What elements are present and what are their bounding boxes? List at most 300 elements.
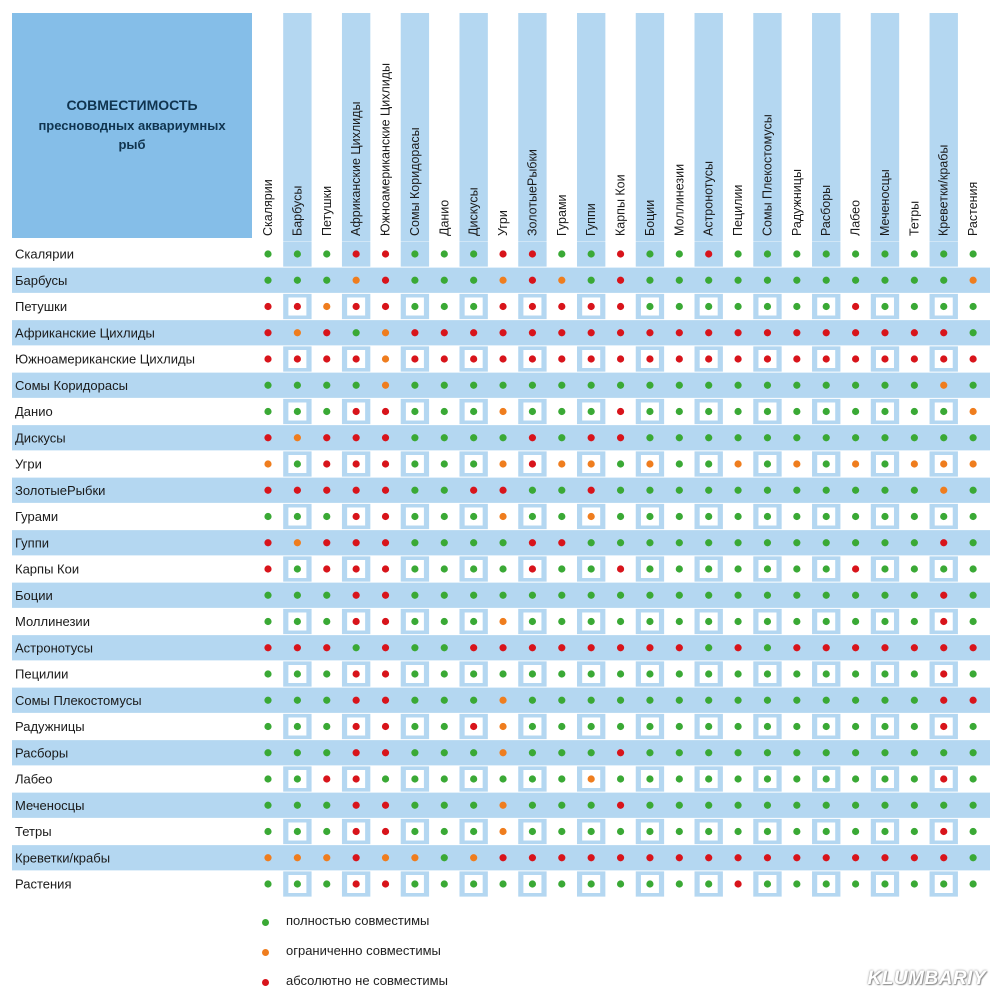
compat-dot [970, 513, 977, 520]
compat-dot [646, 329, 653, 336]
compat-dot [411, 513, 418, 520]
compat-dot [323, 644, 330, 651]
compat-dot [294, 408, 301, 415]
compat-dot [734, 880, 741, 887]
compat-dot [353, 749, 360, 756]
compat-dot [499, 880, 506, 887]
compat-dot [646, 250, 653, 257]
compat-dot [294, 250, 301, 257]
compat-dot [793, 329, 800, 336]
compat-dot [294, 775, 301, 782]
compat-dot [940, 592, 947, 599]
compat-dot [617, 408, 624, 415]
compat-dot [323, 592, 330, 599]
compat-dot [617, 618, 624, 625]
compat-dot [764, 749, 771, 756]
compat-dot [852, 382, 859, 389]
compat-dot [881, 408, 888, 415]
compat-dot [558, 670, 565, 677]
compat-dot [911, 303, 918, 310]
compat-dot [323, 434, 330, 441]
compat-dot [294, 565, 301, 572]
compat-dot [382, 460, 389, 467]
compat-dot [529, 775, 536, 782]
compat-dot [852, 802, 859, 809]
compat-dot [353, 618, 360, 625]
compat-dot [617, 697, 624, 704]
compat-dot [353, 880, 360, 887]
compat-dot [382, 880, 389, 887]
compat-dot [470, 565, 477, 572]
compat-dot [940, 539, 947, 546]
compat-dot [411, 749, 418, 756]
compat-dot [499, 277, 506, 284]
compat-dot [705, 303, 712, 310]
row-label: Угри [15, 456, 42, 472]
compat-dot [764, 880, 771, 887]
compat-dot [529, 487, 536, 494]
compat-dot [911, 513, 918, 520]
compat-dot [617, 565, 624, 572]
compat-dot [823, 592, 830, 599]
compat-dot [323, 670, 330, 677]
compat-dot [881, 670, 888, 677]
compat-dot [529, 644, 536, 651]
compat-dot [323, 460, 330, 467]
compat-dot [705, 775, 712, 782]
compat-dot [852, 487, 859, 494]
compat-dot [470, 775, 477, 782]
compat-dot [676, 408, 683, 415]
compat-dot [588, 460, 595, 467]
row-label: Меченосцы [15, 797, 85, 813]
compat-dot [676, 618, 683, 625]
compat-dot [911, 618, 918, 625]
compat-dot [676, 250, 683, 257]
compat-dot [499, 250, 506, 257]
compat-dot [558, 303, 565, 310]
compat-dot [793, 592, 800, 599]
compat-dot [323, 539, 330, 546]
compat-dot [529, 723, 536, 730]
compat-dot [676, 697, 683, 704]
column-label: Барбусы [290, 185, 305, 236]
compat-dot [441, 250, 448, 257]
compat-dot [529, 250, 536, 257]
compat-dot [323, 697, 330, 704]
compat-dot [646, 749, 653, 756]
compat-dot [911, 329, 918, 336]
compat-dot [353, 670, 360, 677]
compat-dot [793, 880, 800, 887]
compat-dot [940, 277, 947, 284]
compat-dot [323, 828, 330, 835]
compat-dot [617, 828, 624, 835]
compat-dot [499, 644, 506, 651]
compat-dot [588, 749, 595, 756]
compat-dot [852, 277, 859, 284]
compat-dot [881, 723, 888, 730]
compat-dot [676, 854, 683, 861]
compat-dot [911, 592, 918, 599]
compat-dot [558, 565, 565, 572]
compat-dot [264, 355, 271, 362]
compat-dot [734, 854, 741, 861]
compat-dot [264, 775, 271, 782]
compat-dot [411, 539, 418, 546]
compat-dot [264, 277, 271, 284]
compat-dot [617, 487, 624, 494]
compat-dot [323, 802, 330, 809]
compat-dot [441, 802, 448, 809]
compat-dot [881, 644, 888, 651]
compat-dot [764, 303, 771, 310]
compat-dot [470, 592, 477, 599]
compat-dot [881, 775, 888, 782]
compat-dot [911, 539, 918, 546]
compat-dot [823, 329, 830, 336]
compat-dot [382, 277, 389, 284]
compat-dot [705, 250, 712, 257]
compat-dot [264, 460, 271, 467]
compat-dot [558, 513, 565, 520]
compat-dot [323, 723, 330, 730]
compat-dot [558, 854, 565, 861]
compat-dot [852, 749, 859, 756]
compat-dot [764, 539, 771, 546]
compat-dot [558, 434, 565, 441]
compat-dot [646, 277, 653, 284]
compat-dot [470, 644, 477, 651]
compat-dot [734, 355, 741, 362]
compat-dot [382, 592, 389, 599]
compat-dot [823, 434, 830, 441]
compat-dot [353, 355, 360, 362]
compat-dot [264, 749, 271, 756]
compat-dot [676, 723, 683, 730]
compat-dot [705, 644, 712, 651]
compat-dot [881, 592, 888, 599]
compat-dot [588, 828, 595, 835]
compat-dot [940, 828, 947, 835]
compat-dot [676, 644, 683, 651]
compat-dot [529, 854, 536, 861]
compat-dot [499, 487, 506, 494]
compat-dot [970, 644, 977, 651]
compat-dot [734, 434, 741, 441]
compat-dot [499, 539, 506, 546]
compat-dot [382, 828, 389, 835]
row-label: Гурами [15, 509, 59, 524]
compat-dot [940, 513, 947, 520]
compat-dot [558, 697, 565, 704]
watermark-logo: KLUMBARIY [867, 968, 986, 989]
green-dot-icon [262, 919, 269, 926]
compat-dot [970, 408, 977, 415]
compat-dot [411, 802, 418, 809]
compat-dot [734, 408, 741, 415]
compat-dot [382, 644, 389, 651]
compat-dot [558, 592, 565, 599]
compat-dot [646, 408, 653, 415]
column-label: Сомы Плекостомусы [760, 114, 775, 236]
compat-dot [881, 303, 888, 310]
compat-dot [911, 802, 918, 809]
compat-dot [411, 250, 418, 257]
compat-dot [353, 382, 360, 389]
column-label: Креветки/крабы [936, 144, 951, 236]
compat-dot [793, 697, 800, 704]
compat-dot [441, 460, 448, 467]
compat-dot [382, 565, 389, 572]
compat-dot [940, 382, 947, 389]
compat-dot [940, 880, 947, 887]
compat-dot [588, 539, 595, 546]
compat-dot [411, 723, 418, 730]
compat-dot [881, 250, 888, 257]
compat-dot [940, 460, 947, 467]
compat-dot [264, 487, 271, 494]
compat-dot [705, 487, 712, 494]
compat-dot [764, 723, 771, 730]
compat-dot [734, 670, 741, 677]
compat-dot [382, 723, 389, 730]
compat-dot [734, 277, 741, 284]
compat-dot [382, 303, 389, 310]
compat-dot [529, 513, 536, 520]
compat-dot [881, 802, 888, 809]
compat-dot [470, 434, 477, 441]
compat-dot [970, 303, 977, 310]
compat-dot [294, 303, 301, 310]
compat-dot [441, 565, 448, 572]
compat-dot [911, 775, 918, 782]
compat-dot [441, 277, 448, 284]
compat-dot [617, 434, 624, 441]
compat-dot [382, 513, 389, 520]
compat-dot [764, 565, 771, 572]
compat-dot [734, 644, 741, 651]
compat-dot [264, 854, 271, 861]
compat-dot [353, 329, 360, 336]
compat-dot [764, 355, 771, 362]
compat-dot [323, 355, 330, 362]
compat-dot [411, 670, 418, 677]
compat-dot [353, 277, 360, 284]
compat-dot [881, 513, 888, 520]
compat-dot [470, 880, 477, 887]
compat-dot [764, 670, 771, 677]
column-label: Лабео [848, 199, 863, 236]
compat-dot [705, 802, 712, 809]
compat-dot [705, 697, 712, 704]
compat-dot [793, 723, 800, 730]
compat-dot [499, 303, 506, 310]
compat-dot [264, 513, 271, 520]
compat-dot [823, 644, 830, 651]
compat-dot [499, 460, 506, 467]
compat-dot [940, 487, 947, 494]
compat-dot [705, 880, 712, 887]
compat-dot [411, 644, 418, 651]
compat-dot [793, 565, 800, 572]
compat-dot [793, 749, 800, 756]
compat-dot [617, 539, 624, 546]
column-label: ЗолотыеРыбки [525, 149, 540, 236]
compat-dot [617, 329, 624, 336]
compat-dot [793, 434, 800, 441]
row-label: Моллинезии [15, 614, 90, 629]
column-label: Дискусы [466, 187, 481, 236]
compat-dot [294, 644, 301, 651]
compat-dot [646, 618, 653, 625]
compat-dot [382, 697, 389, 704]
compat-dot [676, 539, 683, 546]
compat-dot [970, 434, 977, 441]
compat-dot [499, 434, 506, 441]
compat-dot [323, 854, 330, 861]
compat-dot [470, 460, 477, 467]
compat-dot [734, 460, 741, 467]
compat-dot [793, 828, 800, 835]
compat-dot [617, 644, 624, 651]
compat-dot [264, 670, 271, 677]
compat-dot [764, 487, 771, 494]
compat-dot [294, 513, 301, 520]
compat-dot [911, 250, 918, 257]
compat-dot [323, 408, 330, 415]
compat-dot [529, 592, 536, 599]
compat-dot [881, 434, 888, 441]
compat-dot [881, 382, 888, 389]
compat-dot [646, 539, 653, 546]
compat-dot [823, 697, 830, 704]
compat-dot [382, 408, 389, 415]
compat-dot [911, 644, 918, 651]
compat-dot [705, 382, 712, 389]
compat-dot [411, 487, 418, 494]
compat-dot [881, 539, 888, 546]
compat-dot [411, 775, 418, 782]
compat-dot [940, 670, 947, 677]
compat-dot [793, 670, 800, 677]
compat-dot [264, 303, 271, 310]
compat-dot [411, 460, 418, 467]
compat-dot [881, 697, 888, 704]
compat-dot [852, 565, 859, 572]
compat-dot [264, 250, 271, 257]
compat-dot [705, 723, 712, 730]
compat-dot [881, 329, 888, 336]
column-label: Сомы Коридорасы [407, 127, 422, 236]
compat-dot [705, 539, 712, 546]
compat-dot [382, 250, 389, 257]
compat-dot [764, 802, 771, 809]
compat-dot [911, 828, 918, 835]
compat-dot [558, 618, 565, 625]
compat-dot [705, 565, 712, 572]
compat-dot [499, 697, 506, 704]
compat-dot [676, 828, 683, 835]
compat-dot [970, 775, 977, 782]
compat-dot [646, 434, 653, 441]
compat-dot [353, 460, 360, 467]
compat-dot [294, 434, 301, 441]
compat-dot [705, 618, 712, 625]
compat-dot [646, 303, 653, 310]
compat-dot [470, 382, 477, 389]
compat-dot [852, 250, 859, 257]
compat-dot [823, 277, 830, 284]
compat-dot [353, 250, 360, 257]
compat-dot [411, 382, 418, 389]
compat-dot [470, 539, 477, 546]
compat-dot [588, 382, 595, 389]
compat-dot [734, 592, 741, 599]
compat-dot [617, 250, 624, 257]
compat-dot [911, 697, 918, 704]
compat-dot [823, 670, 830, 677]
row-label: ЗолотыеРыбки [15, 482, 106, 498]
compat-dot [499, 565, 506, 572]
compat-dot [499, 828, 506, 835]
compat-dot [764, 697, 771, 704]
compat-dot [617, 749, 624, 756]
compat-dot [323, 303, 330, 310]
compat-dot [911, 723, 918, 730]
compat-dot [588, 592, 595, 599]
compat-dot [353, 723, 360, 730]
compat-dot [353, 697, 360, 704]
compat-dot [382, 670, 389, 677]
compat-dot [470, 329, 477, 336]
compat-dot [441, 513, 448, 520]
compat-dot [793, 513, 800, 520]
compat-dot [499, 775, 506, 782]
compat-dot [294, 723, 301, 730]
compat-dot [970, 670, 977, 677]
compat-dot [529, 277, 536, 284]
compat-dot [617, 277, 624, 284]
row-label: Карпы Кои [15, 561, 80, 577]
column-label: Моллинезии [672, 163, 687, 236]
compat-dot [793, 460, 800, 467]
compat-dot [646, 565, 653, 572]
compat-dot [470, 723, 477, 730]
compat-dot [558, 723, 565, 730]
compat-dot [499, 355, 506, 362]
compat-dot [264, 644, 271, 651]
compat-dot [852, 618, 859, 625]
compat-dot [764, 434, 771, 441]
compat-dot [294, 382, 301, 389]
compat-dot [382, 618, 389, 625]
compat-dot [676, 434, 683, 441]
compat-dot [441, 382, 448, 389]
compat-dot [646, 775, 653, 782]
compat-dot [852, 355, 859, 362]
compat-dot [881, 749, 888, 756]
compat-dot [323, 880, 330, 887]
compat-dot [646, 880, 653, 887]
compat-dot [264, 329, 271, 336]
compat-dot [470, 749, 477, 756]
compat-dot [823, 408, 830, 415]
compat-dot [529, 382, 536, 389]
compat-dot [588, 697, 595, 704]
compat-dot [764, 408, 771, 415]
compat-dot [323, 513, 330, 520]
